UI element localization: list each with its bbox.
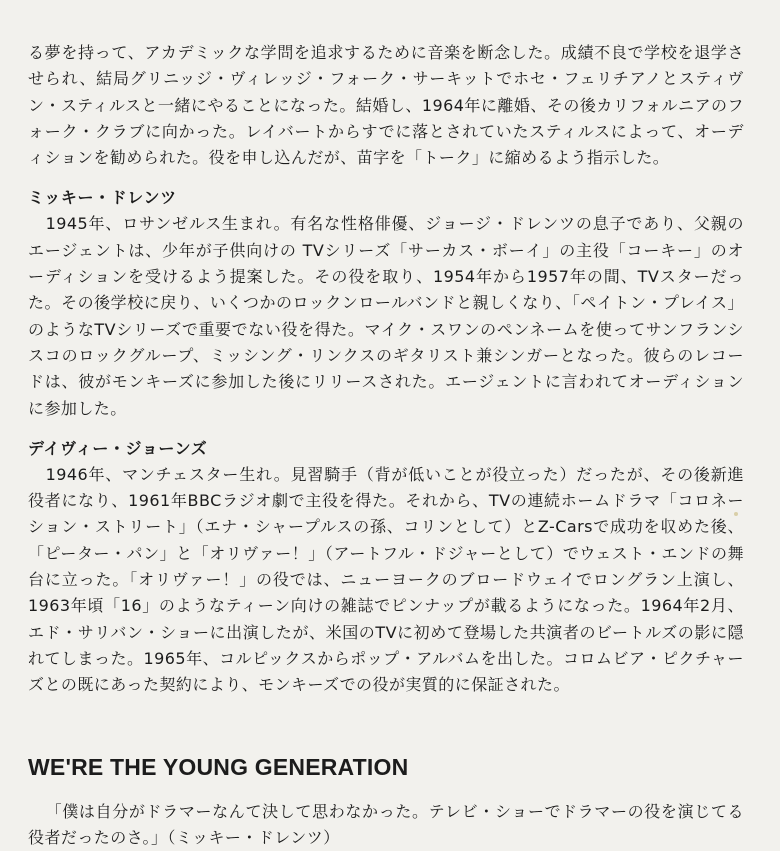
section-title: WE'RE THE YOUNG GENERATION [28, 753, 409, 780]
booklet-page [28, 40, 744, 851]
intro-paragraph: る夢を持って、アカデミックな学問を追求するために音楽を断念した。成績不良で学校を退学させられ、結局グリニッジ・ヴィレッジ・フォーク・サーキットでホセ・フェリチアノとスティヴン・スティルスと一緒にやることになった。結婚し、1964年に離婚、その後カリフォルニアのフォーク・クラブに向かった。レイバートからすでに落とされていたスティルスによって、オーディションを勧められた。役を申し込んだが、苗字を「トーク」に縮めるよう指示した。 [28, 43, 744, 168]
heading-davy-jones: デイヴィー・ジョーンズ [28, 438, 208, 458]
davy-jones-paragraph: 1946年、マンチェスター生れ。見習騎手（背が低いことが役立った）だったが、その後新進役者になり、1961年BBCラジオ劇で主役を得た。それから、TVの連続ホームドラマ「コロネーション・ストリート」（エナ・シャープルスの孫、コリンとして）とZ-Carsで成功を収めた後、「ピーター・パン」と「オリヴァー！」（アートフル・ドジャーとして）でウェスト・エンドの舞台に立った。「オリヴァー！」の役では、ニューヨークのブロードウェイでロングラン上演し、1963年頃「16」のようなティーン向けの雑誌でピンナップが載るようになった。1964年2月、エド・サリバン・ショーに出演したが、米国のTVに初めて登場した共演者のビートルズの影に隠れてしまった。1965年、コルピックスからポップ・アルバムを出した。コロムビア・ピクチャーズとの既にあった契約により、モンキーズでの役が実質的に保証された。 [28, 464, 744, 695]
heading-micky-dolenz: ミッキー・ドレンツ [28, 188, 177, 208]
paper-speck [734, 512, 738, 516]
section-quote: 「僕は自分がドラマーなんて決して思わなかった。テレビ・ショーでドラマーの役を演じてる役者だったのさ。」（ミッキー・ドレンツ） [28, 801, 744, 847]
micky-dolenz-paragraph: 1945年、ロサンゼルス生まれ。有名な性格俳優、ジョージ・ドレンツの息子であり、父親のエージェントは、少年が子供向けの TVシリーズ「サーカス・ボーイ」の主役「コーキー」のオーディションを受けるよう提案した。その役を取り、1954年から1957年の間、TVスターだった。その後学校に戻り、いくつかのロックンロールバンドと親しくなり、「ペイトン・プレイス」のようなTVシリーズで重要でない役を得た。マイク・スワンのペンネームを使ってサンフランシスコのロックグループ、ミッシング・リンクスのギタリスト兼シンガーとなった。彼らのレコードは、彼がモンキーズに参加した後にリリースされた。エージェントに言われてオーディションに参加した。 [28, 214, 744, 418]
